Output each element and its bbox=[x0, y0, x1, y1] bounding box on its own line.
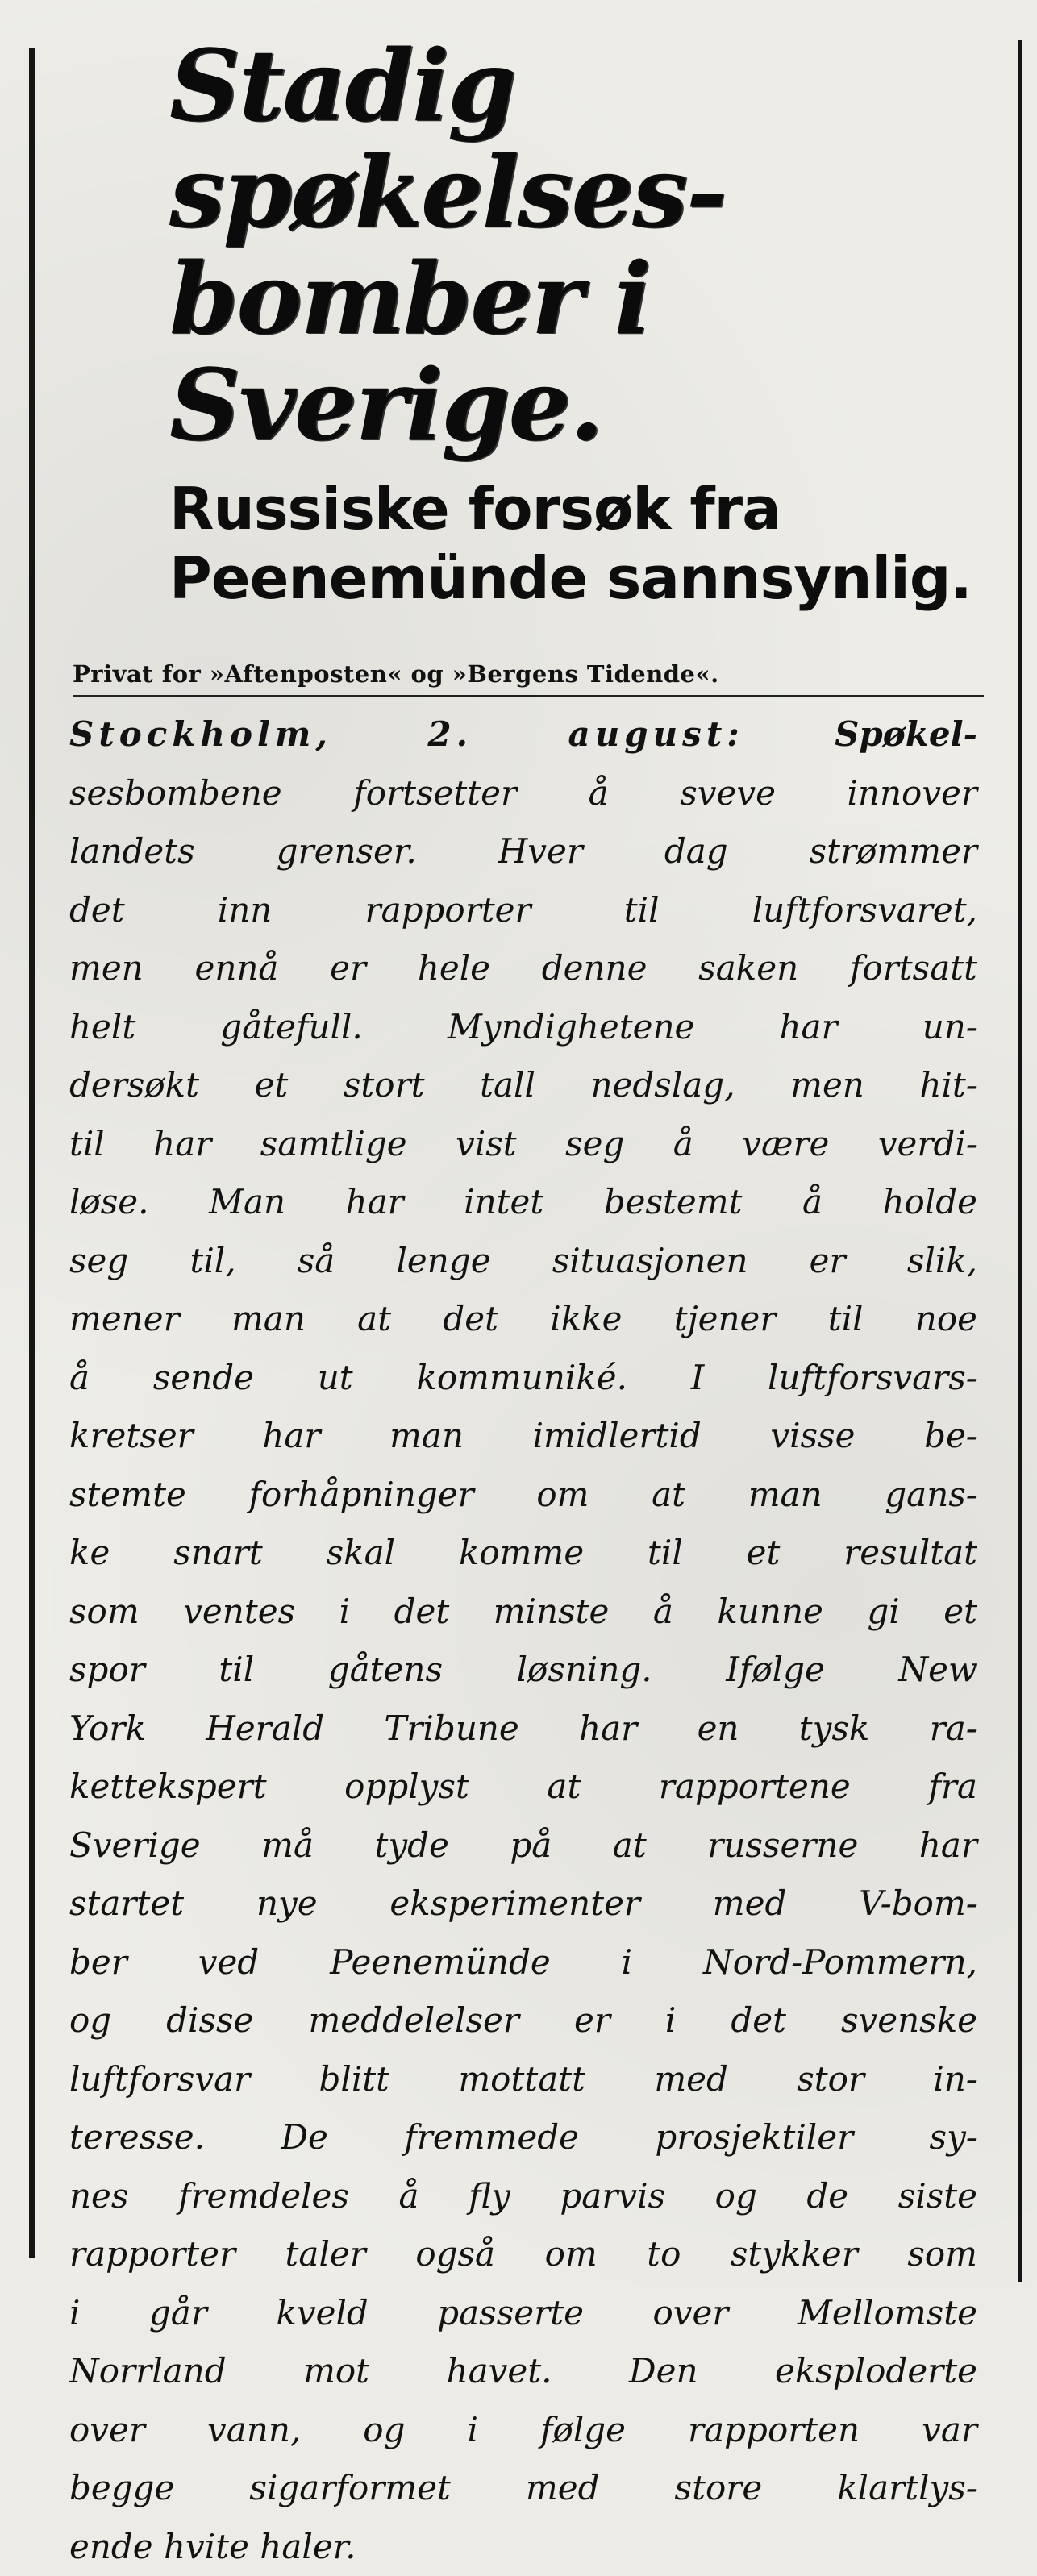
body-line: seg til, så lenge situasjonen er slik, bbox=[69, 1232, 977, 1291]
body-line: mener man at det ikke tjener til noe bbox=[69, 1290, 977, 1349]
body-line: løse. Man har intet bestemt å holde bbox=[69, 1173, 977, 1232]
column-rule-right bbox=[1018, 40, 1022, 2282]
body-line: helt gåtefull. Myndighetene har un- bbox=[69, 998, 977, 1057]
body-line-text: Spøkel- bbox=[744, 714, 977, 754]
article-body bbox=[69, 705, 977, 2576]
dateline: Stockholm, 2. august: bbox=[69, 714, 744, 754]
body-line: som ventes i det minste å kunne gi et bbox=[69, 1583, 977, 1642]
body-line: ende hvite haler. bbox=[69, 2518, 977, 2576]
body-line: kretser har man imidlertid visse be- bbox=[69, 1407, 977, 1466]
body-line: York Herald Tribune har en tysk ra- bbox=[69, 1700, 977, 1758]
body-line: over vann, og i følge rapporten var bbox=[69, 2401, 977, 2460]
body-line: til har samtlige vist seg å være verdi- bbox=[69, 1115, 977, 1174]
byline: Privat for »Aftenposten« og »Bergens Tidende«. bbox=[73, 658, 984, 697]
subheadline bbox=[169, 474, 976, 613]
body-line: stemte forhåpninger om at man gans- bbox=[69, 1466, 977, 1525]
headline bbox=[169, 32, 976, 458]
news-article bbox=[65, 32, 984, 2576]
body-line: å sende ut kommuniké. I luftforsvars- bbox=[69, 1349, 977, 1408]
body-line: i går kveld passerte over Mellomste bbox=[69, 2284, 977, 2343]
body-line: landets grenser. Hver dag strømmer bbox=[69, 822, 977, 881]
body-line: dersøkt et stort tall nedslag, men hit- bbox=[69, 1056, 977, 1115]
body-line: Sverige må tyde på at russerne har bbox=[69, 1817, 977, 1875]
body-line: nes fremdeles å fly parvis og de siste bbox=[69, 2167, 977, 2226]
body-line: begge sigarformet med store klartlys- bbox=[69, 2459, 977, 2518]
body-line-first bbox=[69, 705, 977, 764]
headline-line-2: bomber i Sverige. bbox=[169, 245, 976, 458]
body-line: men ennå er hele denne saken fortsatt bbox=[69, 939, 977, 998]
body-line: kettekspert opplyst at rapportene fra bbox=[69, 1758, 977, 1817]
column-rule-left bbox=[29, 48, 35, 2258]
body-line: luftforsvar blitt mottatt med stor in- bbox=[69, 2050, 977, 2109]
body-line: ber ved Peenemünde i Nord-Pommern, bbox=[69, 1933, 977, 1992]
body-line: spor til gåtens løsning. Ifølge New bbox=[69, 1641, 977, 1700]
subheadline-line-2: Peenemünde sannsynlig. bbox=[169, 543, 976, 613]
body-line: teresse. De fremmede prosjektiler sy- bbox=[69, 2108, 977, 2167]
subheadline-line-1: Russiske forsøk fra bbox=[169, 474, 976, 543]
body-line: Norrland mot havet. Den eksploderte bbox=[69, 2342, 977, 2401]
body-line: sesbombene fortsetter å sveve innover bbox=[69, 764, 977, 823]
body-line: det inn rapporter til luftforsvaret, bbox=[69, 881, 977, 940]
body-line: ke snart skal komme til et resultat bbox=[69, 1524, 977, 1583]
headline-line-1: Stadig spøkelses- bbox=[169, 32, 976, 245]
body-line: startet nye eksperimenter med V-bom- bbox=[69, 1875, 977, 1933]
body-line: og disse meddelelser er i det svenske bbox=[69, 1991, 977, 2050]
body-line: rapporter taler også om to stykker som bbox=[69, 2225, 977, 2284]
